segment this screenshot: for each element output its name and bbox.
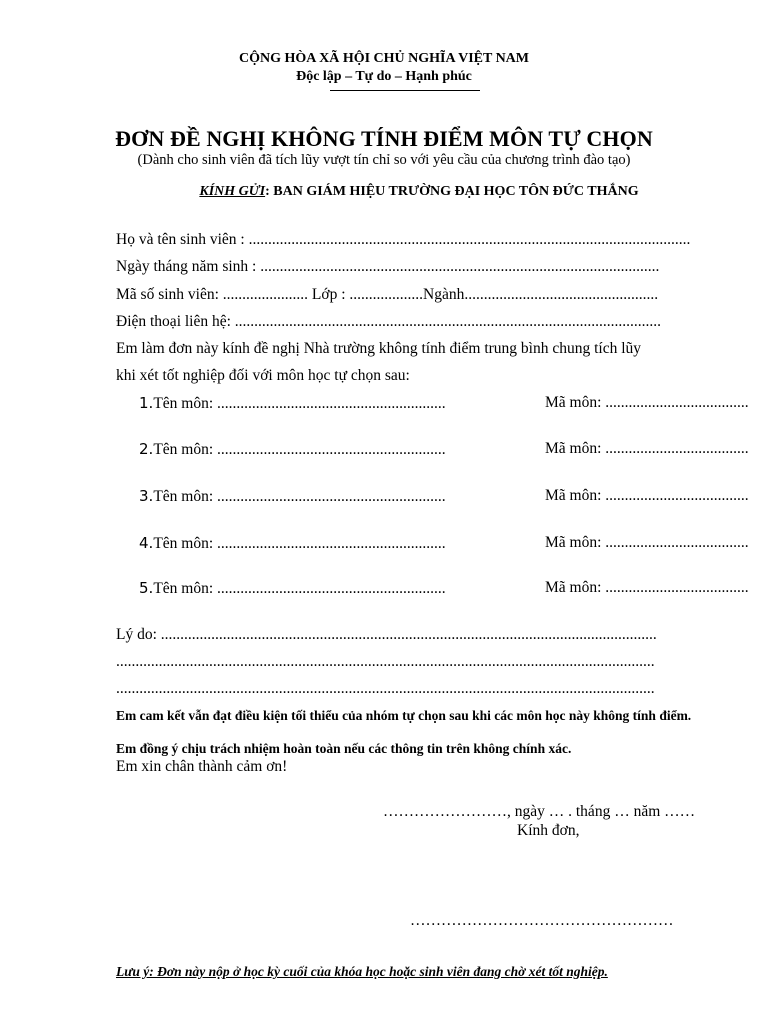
thanks-line: Em xin chân thành cảm ơn! — [116, 758, 288, 775]
recipient-line — [0, 184, 768, 200]
commitment-line-2: Em đồng ý chịu trách nhiệm hoàn toàn nếu các thông tin trên không chính xác. — [116, 741, 572, 756]
subject-code-field: Mã môn: ..................................... — [545, 394, 749, 411]
dob-field: Ngày tháng năm sinh : ....................................................................................................... — [116, 258, 660, 275]
subject-name-field: Tên môn: ........................................................... — [153, 395, 446, 412]
recipient-name: : BAN GIÁM HIỆU TRƯỜNG ĐẠI HỌC TÔN ĐỨC THẮNG — [265, 184, 639, 199]
subject-code-field: Mã môn: ..................................... — [545, 487, 749, 504]
recipient-label: KÍNH GỬI — [199, 184, 266, 199]
closing-line: Kính đơn, — [517, 822, 580, 839]
subject-number: 1. — [139, 394, 154, 412]
subject-number: 4. — [139, 534, 154, 552]
date-line: ……………………, ngày … . tháng … năm …… — [383, 803, 696, 820]
phone-field: Điện thoại liên hệ: .............................................................................................................. — [116, 313, 662, 330]
subject-row-5 — [139, 579, 749, 598]
student-id-class-major-field: Mã số sinh viên: ...................... Lớp : ...................Ngành.................................................. — [116, 286, 659, 303]
subject-row-4 — [139, 534, 749, 553]
subject-number: 5. — [139, 579, 154, 597]
subject-name-field: Tên môn: ........................................................... — [153, 580, 446, 597]
subject-code-field: Mã môn: ..................................... — [545, 534, 749, 551]
nation-heading: CỘNG HÒA XÃ HỘI CHỦ NGHĨA VIỆT NAM — [238, 51, 529, 66]
signature-line: …………………………………………… — [410, 912, 674, 929]
reason-line-3: ........................................................................................................................................... — [116, 680, 655, 697]
reason-line-1: Lý do: ................................................................................................................................ — [116, 626, 657, 643]
commitment-line-1: Em cam kết vẫn đạt điều kiện tối thiểu của nhóm tự chọn sau khi các môn học này không tính điểm. — [116, 708, 692, 723]
subject-number: 2. — [139, 440, 154, 458]
subject-row-3 — [139, 487, 749, 506]
subject-name-field: Tên môn: ........................................................... — [153, 441, 446, 458]
subject-name-field: Tên môn: ........................................................... — [153, 488, 446, 505]
subject-row-1 — [139, 394, 749, 413]
full-name-field: Họ và tên sinh viên : .................................................................................................................. — [116, 231, 691, 248]
subject-row-2 — [139, 440, 749, 459]
subject-number: 3. — [139, 487, 154, 505]
request-line-1: Em làm đơn này kính đề nghị Nhà trường không tính điểm trung bình chung tích lũy — [116, 340, 642, 357]
request-line-2: khi xét tốt nghiệp đối với môn học tự chọn sau: — [116, 367, 410, 384]
form-subtitle: (Dành cho sinh viên đã tích lũy vượt tín chỉ so với yêu cầu của chương trình đào tạo) — [137, 152, 631, 168]
subject-code-field: Mã môn: ..................................... — [545, 579, 749, 596]
footnote: Lưu ý: Đơn này nộp ở học kỳ cuối của khóa học hoặc sinh viên đang chờ xét tốt nghiệp. — [116, 964, 608, 979]
subject-code-field: Mã môn: ..................................... — [545, 440, 749, 457]
motto-heading: Độc lập – Tự do – Hạnh phúc — [296, 69, 472, 84]
form-title: ĐƠN ĐỀ NGHỊ KHÔNG TÍNH ĐIỂM MÔN TỰ CHỌN — [115, 126, 653, 151]
subject-name-field: Tên môn: ........................................................... — [153, 535, 446, 552]
motto-underline — [330, 90, 480, 91]
reason-line-2: ........................................................................................................................................... — [116, 653, 655, 670]
